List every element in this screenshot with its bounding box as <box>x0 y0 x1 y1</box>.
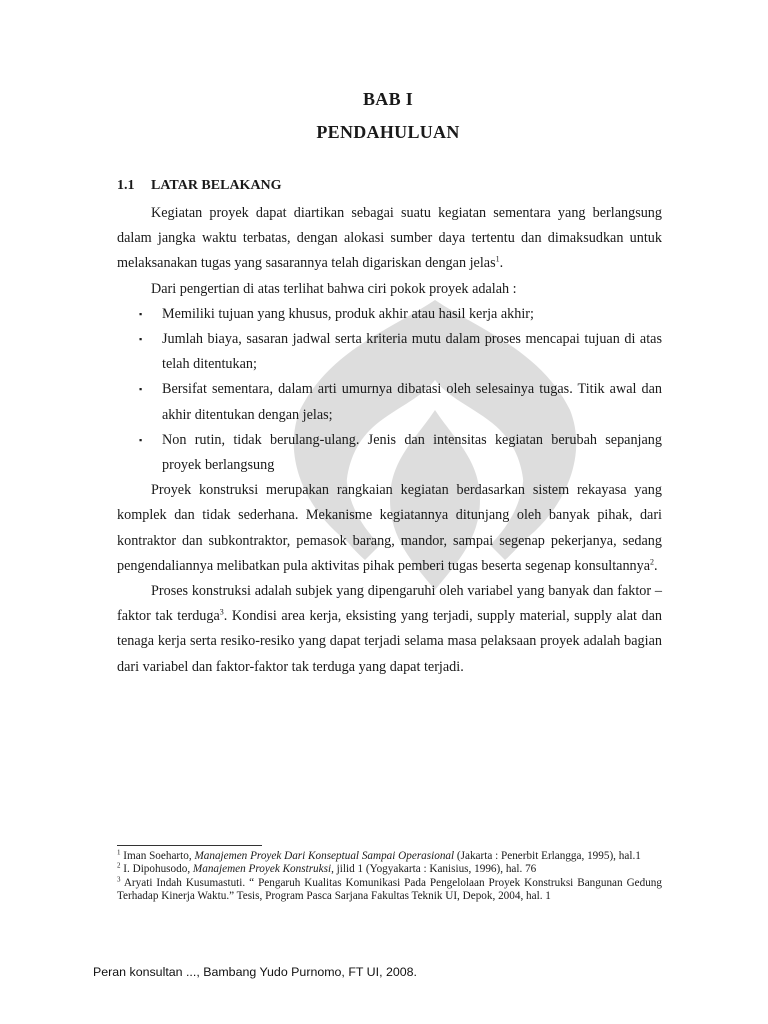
list-item <box>117 302 662 327</box>
paragraph-4 <box>117 579 662 680</box>
list-item-text: Non rutin, tidak berulang-ulang. Jenis dan intensitas kegiatan berubah sepanjang proyek berlangsung <box>162 431 662 474</box>
list-item <box>117 327 662 377</box>
square-bullet-icon: ▪ <box>139 434 143 445</box>
footnote-ref-1: 1 <box>495 254 500 264</box>
paragraph-3 <box>117 478 662 579</box>
footnote-book-title: Manajemen Proyek Dari Konseptual Sampai Operasional <box>194 850 455 862</box>
list-item-text: Jumlah biaya, sasaran jadwal serta kriteria mutu dalam proses mencapai tujuan di atas telah ditentukan; <box>162 331 662 373</box>
footnote-2 <box>117 863 662 876</box>
footnote-book-title: Manajemen Proyek Konstruksi <box>192 863 332 876</box>
footnote-number: 1 <box>117 848 121 857</box>
body-text <box>117 201 662 680</box>
section-heading <box>117 178 282 194</box>
list-item <box>117 428 662 478</box>
paragraph-2: Dari pengertian di atas terlihat bahwa ciri pokok proyek adalah : <box>151 280 517 297</box>
chapter-title: PENDAHULUAN <box>316 122 460 142</box>
paragraph-4-text-b: . Kondisi area kerja, eksisting yang terjadi, supply material, supply alat dan tenaga kerja serta resiko-resiko yang dapat terjadi selama masa pelaksaan proyek adalah bagian dari variabel dan faktor-faktor tak terduga yang dapat terjadi. <box>117 608 663 675</box>
footnote-3 <box>117 877 662 904</box>
paragraph-1-text: Kegiatan proyek dapat diartikan sebagai suatu kegiatan sementara yang berlangsung dalam jangka waktu terbatas, dengan alokasi sumber daya tertentu dan dimaksudkan untuk melaksanakan tugas yang sasarannya telah digariskan dengan jelas <box>117 205 662 272</box>
footnote-author: Aryati Indah Kusumastuti. “ Pengaruh Kualitas Komunikasi Pada Pengelolaan Proyek Konstruksi Bangunan Gedung Terhadap Kinerja Waktu.” Tesis, Program Pasca Sarjana Fakultas Teknik UI, Depok, 2004, hal. 1 <box>117 876 662 903</box>
list-item-text: Bersifat sementara, dalam arti umurnya dibatasi oleh selesainya tugas. Titik awal dan akhir ditentukan dengan jelas; <box>162 381 662 423</box>
section-number: 1.1 <box>117 178 135 193</box>
paragraph-1 <box>117 201 662 277</box>
bullet-list <box>117 302 662 478</box>
footnotes <box>117 850 662 904</box>
square-bullet-icon: ▪ <box>139 384 143 395</box>
paragraph-4-text-a: Proses konstruksi adalah subjek yang dipengaruhi oleh variabel yang banyak dan faktor – faktor tak terduga <box>117 583 662 625</box>
footnote-author: I. Dipohusodo, <box>120 863 193 876</box>
footnote-number: 3 <box>117 875 121 884</box>
footnote-divider <box>117 845 262 846</box>
footnote-ref-2: 2 <box>650 557 655 567</box>
footnote-author: Iman Soeharto, <box>120 850 195 862</box>
chapter-number: BAB I <box>362 89 413 109</box>
footnote-ref-3: 3 <box>219 607 224 617</box>
list-item-text: Memiliki tujuan yang khusus, produk akhir atau hasil kerja akhir; <box>162 305 534 322</box>
page-footer: Peran konsultan ..., Bambang Yudo Purnomo, FT UI, 2008. <box>93 965 417 979</box>
footnote-1 <box>117 850 662 863</box>
list-item <box>117 377 662 427</box>
square-bullet-icon: ▪ <box>139 334 143 345</box>
square-bullet-icon: ▪ <box>139 308 143 319</box>
paragraph-3-end: . <box>654 557 658 574</box>
section-title: LATAR BELAKANG <box>151 178 282 193</box>
paragraph-1-end: . <box>499 255 504 272</box>
footnote-details: , jilid 1 (Yogyakarta : Kanisius, 1996), hal. 76 <box>331 863 537 876</box>
footnote-details: (Jakarta : Penerbit Erlangga, 1995), hal.1 <box>454 850 641 862</box>
paragraph-3-text: Proyek konstruksi merupakan rangkaian kegiatan berdasarkan sistem rekayasa yang komplek dan tidak sederhana. Mekanisme kegiatannya ditunjang oleh banyak pihak, dari kontraktor dan subkontraktor, pemasok barang, mandor, sampai segenap pekerjanya, sedang pengendaliannya melibatkan pula aktivitas pihak pemberi tugas beserta segenap konsultannya <box>117 482 662 574</box>
footnote-number: 2 <box>117 861 121 870</box>
